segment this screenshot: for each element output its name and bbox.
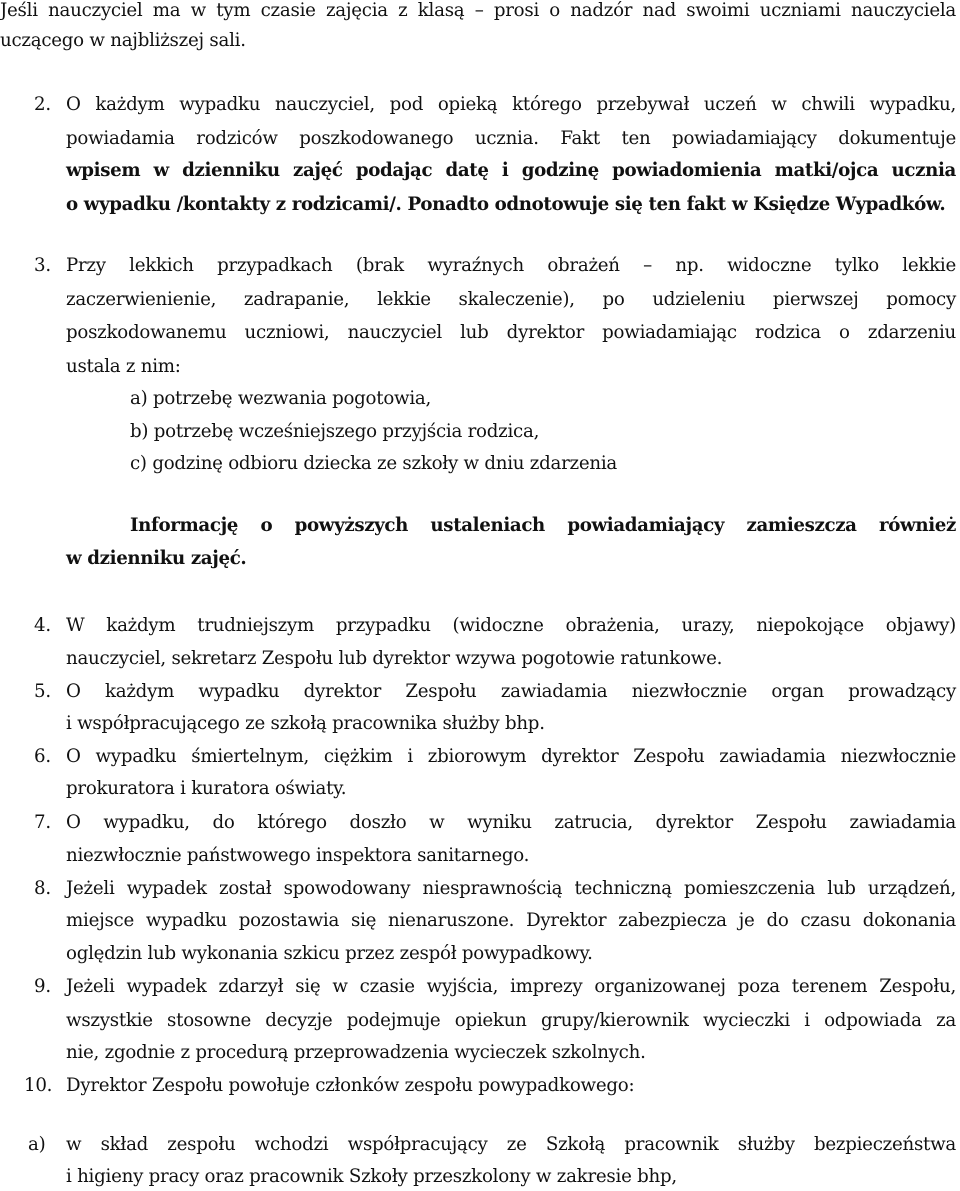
paragraph-3-line-3: poszkodowanemu uczniowi, nauczyciel lub dyrektor powiadamiając rodzica o zdarzeniu bbox=[66, 322, 956, 343]
paragraph-5-line-1: O każdym wypadku dyrektor Zespołu zawiadamia niezwłocznie organ prowadzący bbox=[66, 681, 956, 702]
paragraph-4-line-1: W każdym trudniejszym przypadku (widoczne obrażenia, urazy, niepokojące objawy) bbox=[66, 615, 956, 636]
paragraph-2-number: 2. bbox=[34, 94, 51, 115]
paragraph-3-line-1: Przy lekkich przypadkach (brak wyraźnych obrażeń – np. widoczne tylko lekkie bbox=[66, 255, 956, 276]
note-line-1: Informację o powyższych ustaleniach powiadamiający zamieszcza również bbox=[130, 515, 956, 536]
item-a-number: a) bbox=[28, 1134, 46, 1155]
paragraph-9-line-3: nie, zgodnie z procedurą przeprowadzenia wycieczek szkolnych. bbox=[66, 1042, 646, 1063]
paragraph-10-number: 10. bbox=[24, 1075, 53, 1096]
paragraph-8-line-2: miejsce wypadku pozostawia się nienaruszone. Dyrektor zabezpiecza je do czasu dokonania bbox=[66, 910, 956, 931]
paragraph-9-line-2: wszystkie stosowne decyzje podejmuje opiekun grupy/kierownik wycieczki i odpowiada za bbox=[66, 1010, 956, 1031]
paragraph-5-line-2: i współpracującego ze szkołą pracownika służby bhp. bbox=[66, 713, 545, 734]
paragraph-5-number: 5. bbox=[34, 681, 51, 702]
list-item-c: c) godzinę odbioru dziecka ze szkoły w dniu zdarzenia bbox=[130, 453, 617, 474]
intro-line-1: Jeśli nauczyciel ma w tym czasie zajęcia z klasą – prosi o nadzór nad swoimi uczniami nauczyciela bbox=[0, 0, 956, 21]
paragraph-7-number: 7. bbox=[34, 812, 51, 833]
paragraph-8-line-1: Jeżeli wypadek został spowodowany niesprawnością techniczną pomieszczenia lub urządzeń, bbox=[66, 878, 956, 899]
paragraph-3-number: 3. bbox=[34, 255, 51, 276]
paragraph-8-number: 8. bbox=[34, 878, 51, 899]
paragraph-6-number: 6. bbox=[34, 746, 51, 767]
paragraph-4-number: 4. bbox=[34, 615, 51, 636]
paragraph-7-line-2: niezwłocznie państwowego inspektora sanitarnego. bbox=[66, 845, 530, 866]
paragraph-4-line-2: nauczyciel, sekretarz Zespołu lub dyrektor wzywa pogotowie ratunkowe. bbox=[66, 648, 723, 669]
paragraph-3-line-4: ustala z nim: bbox=[66, 356, 181, 377]
paragraph-6-line-1: O wypadku śmiertelnym, ciężkim i zbiorowym dyrektor Zespołu zawiadamia niezwłocznie bbox=[66, 746, 956, 767]
paragraph-10-line-1: Dyrektor Zespołu powołuje członków zespołu powypadkowego: bbox=[66, 1075, 635, 1096]
paragraph-7-line-1: O wypadku, do którego doszło w wyniku zatrucia, dyrektor Zespołu zawiadamia bbox=[66, 812, 956, 833]
paragraph-9-line-1: Jeżeli wypadek zdarzył się w czasie wyjścia, imprezy organizowanej poza terenem Zespołu, bbox=[66, 976, 956, 997]
paragraph-3-line-2: zaczerwienienie, zadrapanie, lekkie skaleczenie), po udzieleniu pierwszej pomocy bbox=[66, 289, 956, 310]
paragraph-2-bold-line-2: o wypadku /kontakty z rodzicami/. Ponadto odnotowuje się ten fakt w Księdze Wypadków. bbox=[66, 194, 946, 215]
item-a-line-1: w skład zespołu wchodzi współpracujący ze Szkołą pracownik służby bezpieczeństwa bbox=[66, 1134, 956, 1155]
paragraph-8-line-3: oględzin lub wykonania szkicu przez zespół powypadkowy. bbox=[66, 943, 593, 964]
paragraph-2-line-2: powiadamia rodziców poszkodowanego ucznia. Fakt ten powiadamiający dokumentuje bbox=[66, 128, 956, 149]
paragraph-9-number: 9. bbox=[34, 976, 51, 997]
list-item-a: a) potrzebę wezwania pogotowia, bbox=[130, 388, 432, 409]
list-item-b: b) potrzebę wcześniejszego przyjścia rodzica, bbox=[130, 421, 540, 442]
paragraph-2-line-1: O każdym wypadku nauczyciel, pod opieką którego przebywał uczeń w chwili wypadku, bbox=[66, 94, 956, 115]
paragraph-2-bold-line-1: wpisem w dzienniku zajęć podając datę i godzinę powiadomienia matki/ojca ucznia bbox=[66, 160, 956, 181]
note-line-2: w dzienniku zajęć. bbox=[66, 548, 247, 569]
paragraph-6-line-2: prokuratora i kuratora oświaty. bbox=[66, 778, 347, 799]
intro-line-2: uczącego w najbliższej sali. bbox=[0, 30, 246, 51]
item-a-line-2: i higieny pracy oraz pracownik Szkoły przeszkolony w zakresie bhp, bbox=[66, 1166, 677, 1187]
